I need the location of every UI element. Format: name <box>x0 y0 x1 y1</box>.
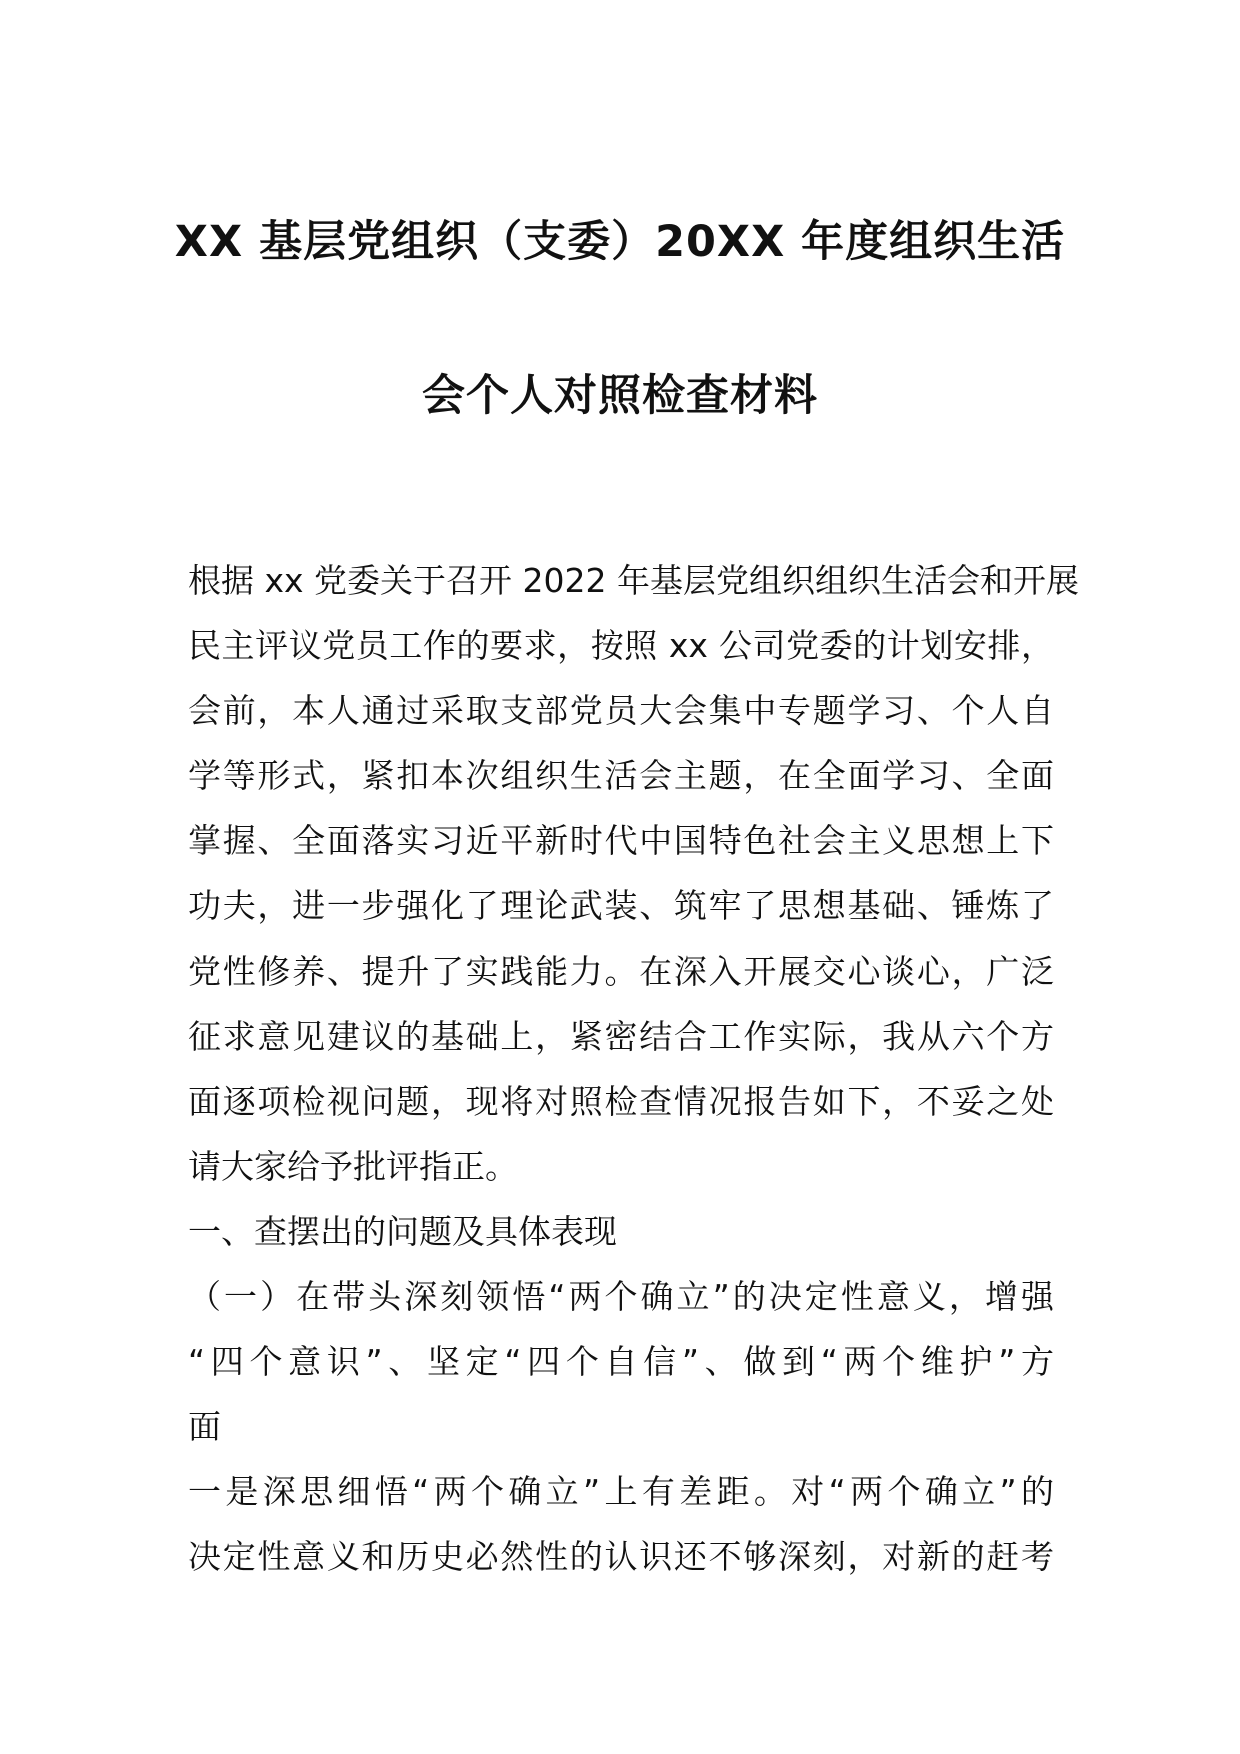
subsection-heading-line: 面 <box>188 1407 221 1447</box>
body-line: 掌握、全面落实习近平新时代中国特色社会主义思想上下 <box>188 821 1054 861</box>
body-line: 学等形式，紧扣本次组织生活会主题，在全面学习、全面 <box>188 756 1054 796</box>
body-line: 党性修养、提升了实践能力。在深入开展交心谈心，广泛 <box>188 951 1054 991</box>
subsection-heading-line: “四个意识”、坚定“四个自信”、做到“两个维护”方 <box>188 1342 1054 1382</box>
document-title-line-1: XX 基层党组织（支委）20XX 年度组织生活 <box>174 217 1066 267</box>
body-line: 会前，本人通过采取支部党员大会集中专题学习、个人自 <box>188 691 1054 731</box>
body-line: 征求意见建议的基础上，紧密结合工作实际，我从六个方 <box>188 1016 1054 1056</box>
body-line: 请大家给予批评指正。 <box>188 1146 518 1186</box>
body-line: 面逐项检视问题，现将对照检查情况报告如下，不妥之处 <box>188 1081 1054 1121</box>
body-line: 根据 xx 党委关于召开 2022 年基层党组织组织生活会和开展 <box>188 561 1079 600</box>
subsection-heading-line: （一）在带头深刻领悟“两个确立”的决定性意义，增强 <box>188 1277 1054 1317</box>
document-body <box>188 548 1079 1590</box>
body-line: 决定性意义和历史必然性的认识还不够深刻，对新的赶考 <box>188 1537 1054 1577</box>
section-heading: 一、查摆出的问题及具体表现 <box>188 1211 617 1251</box>
body-line: 民主评议党员工作的要求，按照 xx 公司党委的计划安排， <box>188 626 1054 666</box>
body-line: 一是深思细悟“两个确立”上有差距。对“两个确立”的 <box>188 1472 1054 1512</box>
body-line: 功夫，进一步强化了理论武装、筑牢了思想基础、锤炼了 <box>188 886 1054 926</box>
document-title-line-2: 会个人对照检查材料 <box>422 371 818 421</box>
